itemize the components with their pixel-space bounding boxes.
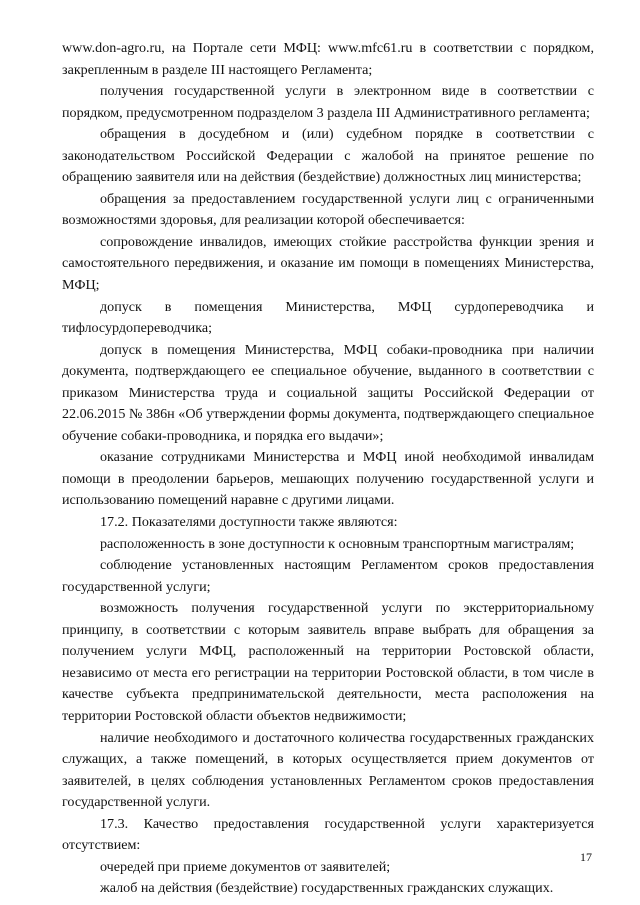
paragraph-electronic-service: получения государственной услуги в электронном виде в соответствии с порядком, предусмотренном подразделом 3 раздела III Административного регламента;: [62, 83, 594, 121]
page-number: 17: [580, 850, 592, 864]
paragraph-appeal: обращения в досудебном и (или) судебном порядке в соответствии с законодательством Российской Федерации с жалобой на принятое решение по обращению заявителя или на действия (бездействие) должностных лиц министерства;: [62, 126, 594, 186]
paragraph-no-queues: очередей при приеме документов от заявителей;: [100, 858, 391, 875]
document-body: [62, 38, 594, 900]
paragraph-section-17-2: 17.2. Показателями доступности также являются:: [100, 514, 398, 531]
paragraph-no-complaints: жалоб на действия (бездействие) государственных гражданских служащих.: [100, 880, 554, 897]
paragraph-guide-dog: допуск в помещения Министерства, МФЦ собаки-проводника при наличии документа, подтверждающего ее специальное обучение, выданного в соответствии с приказом Министерства труда и социальной защиты Российской Федерации от 22.06.2015 № 386н «Об утверждении формы документа, подтверждающего специальное обучение собаки-проводника, и порядка его выдачи»;: [62, 341, 594, 444]
paragraph-staff-assistance: оказание сотрудниками Министерства и МФЦ иной необходимой инвалидам помощи в преодолении барьеров, мешающих получению государственной услуги и использованию помещений наравне с другими лицами.: [62, 449, 594, 509]
paragraph-disabled-access: обращения за предоставлением государственной услуги лиц с ограниченными возможностями здоровья, для реализации которой обеспечивается:: [62, 190, 594, 229]
paragraph-extraterritorial: возможность получения государственной услуги по экстерриториальному принципу, в соответствии с которым заявитель вправе выбрать для обращения за получением услуги МФЦ, расположенный на территории Ростовской области, независимо от места его регистрации на территории Ростовской области, в том числе в качестве субъекта предпринимательской деятельности, места расположения на территории Ростовской области объектов недвижимости;: [62, 600, 594, 724]
paragraph-section-17-3: 17.3. Качество предоставления государственной услуги характеризуется отсутствием:: [62, 815, 594, 854]
paragraph-escort: сопровождение инвалидов, имеющих стойкие расстройства функции зрения и самостоятельного передвижения, и оказание им помощи в помещениях Министерства, МФЦ;: [62, 233, 594, 294]
paragraph-deadlines: соблюдение установленных настоящим Регламентом сроков предоставления государственной услуги;: [62, 557, 594, 595]
paragraph-website-links: www.don-agro.ru, на Портале сети МФЦ: www.mfc61.ru в соответствии с порядком, закрепленным в разделе III настоящего Регламента;: [62, 40, 594, 78]
paragraph-transport: расположенность в зоне доступности к основным транспортным магистралям;: [100, 535, 575, 552]
paragraph-staff-premises: наличие необходимого и достаточного количества государственных гражданских служащих, а также помещений, в которых осуществляется прием документов от заявителей, в целях соблюдения установленных Регламентом сроков предоставления государственной услуги.: [62, 729, 594, 811]
paragraph-sign-interpreter: допуск в помещения Министерства, МФЦ сурдопереводчика и тифлосурдопереводчика;: [62, 298, 594, 337]
